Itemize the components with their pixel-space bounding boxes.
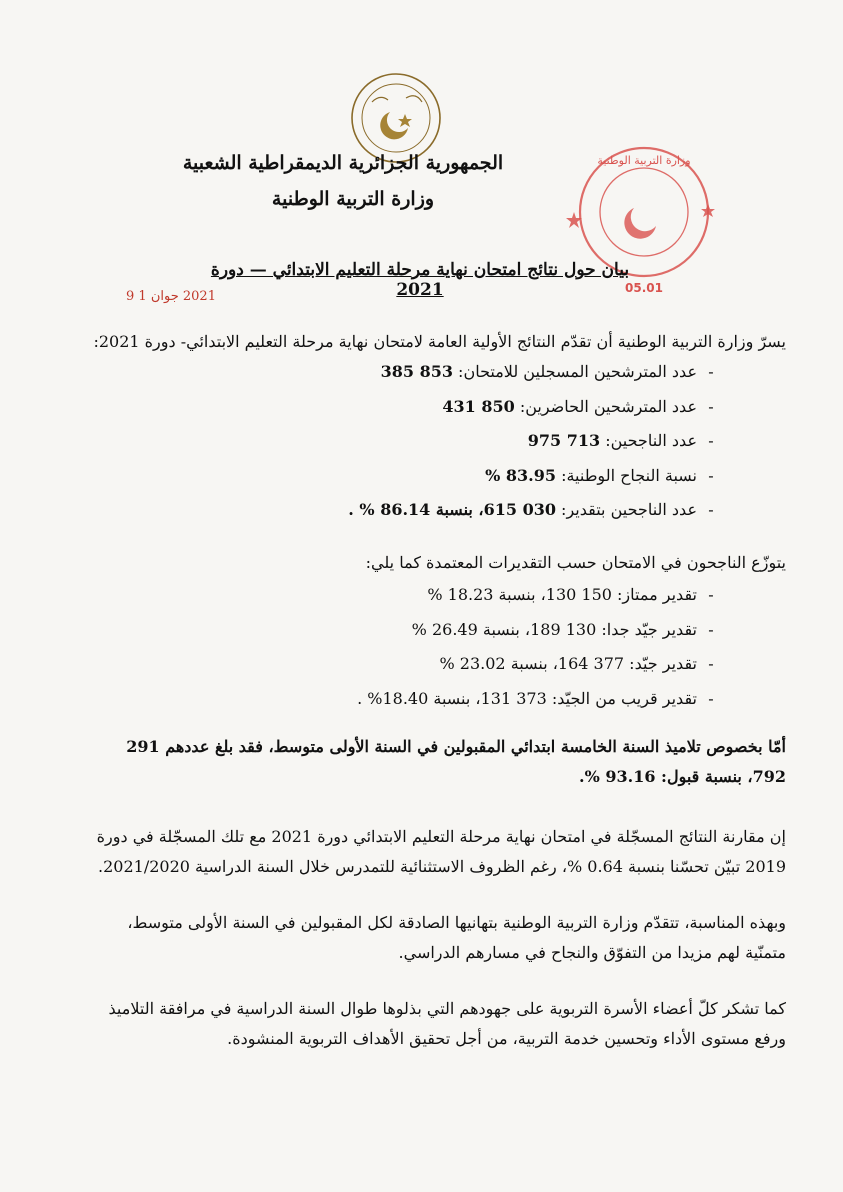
- list-item: -تقدير ممتاز: 150 130، بنسبة 18.23 %: [427, 585, 714, 604]
- stamp-number: 05.01: [625, 281, 663, 295]
- national-emblem-seal: [350, 72, 442, 164]
- list-item: -عدد الناجحين: 713 975: [527, 431, 714, 450]
- document-title: بيان حول نتائج امتحان نهاية مرحلة التعليم الابتدائي — دورة 2021: [210, 260, 630, 300]
- grades-list: [100, 578, 725, 716]
- stamp-top-text: وزارة التربية الوطنية: [597, 154, 691, 167]
- intro-paragraph: يسرّ وزارة التربية الوطنية أن تقدّم النتائج الأولية العامة لامتحان نهاية مرحلة التعليم الابتدائي- دورة 2021:: [93, 332, 786, 351]
- ministry-heading: وزارة التربية الوطنية: [271, 188, 435, 210]
- list-item: -تقدير جيّد جدا: 130 189، بنسبة 26.49 %: [411, 619, 714, 639]
- republic-heading: الجمهورية الجزائرية الديمقراطية الشعبية: [182, 152, 504, 174]
- stats-list: [100, 355, 725, 528]
- list-item: -عدد المترشحين الحاضرين: 850 431: [442, 396, 714, 416]
- list-item: -عدد المترشحين المسجلين للامتحان: 853 385: [380, 362, 714, 381]
- list-item: -تقدير جيّد: 377 164، بنسبة 23.02 %: [439, 654, 714, 673]
- comparison-paragraph: إن مقارنة النتائج المسجّلة في امتحان نهاية مرحلة التعليم الابتدائي دورة 2021 مع تلك المسجّلة في دورة 2019 تبيّن تحسّنا بنسبة 0.64 %، رغم الظروف الاستثنائية للتمدرس خلال السنة الدراسية 2021/2020.: [96, 827, 786, 877]
- list-item: -نسبة النجاح الوطنية: 83.95 %: [485, 465, 714, 485]
- admission-paragraph: أمّا بخصوص تلاميذ السنة الخامسة ابتدائي المقبولين في السنة الأولى متوسط، فقد بلغ عددهم 291 792، بنسبة قبول: 93.16 %.: [126, 737, 786, 787]
- thanks-paragraph: كما تشكر كلّ أعضاء الأسرة التربوية على جهودهم التي بذلوها طوال السنة الدراسية في مرافقة التلاميذ ورفع مستوى الأداء وتحسين خدمة التربية، من أجل تحقيق الأهداف التربوية المنشودة.: [108, 999, 786, 1049]
- congratulations-paragraph: وبهذه المناسبة، تتقدّم وزارة التربية الوطنية بتهانيها الصادقة لكل المقبولين في السنة الأولى متوسط، متمنّية لهم مزيدا من التفوّق والنجاح في مسارهم الدراسي.: [127, 913, 786, 963]
- date-stamp: 2021 جوان 1 9: [126, 289, 216, 304]
- list-item: -عدد الناجحين بتقدير: 030 615، بنسبة 86.14 % .: [348, 500, 714, 519]
- distribution-intro: يتوزّع الناجحون في الامتحان حسب التقديرات المعتمدة كما يلي:: [365, 553, 786, 572]
- list-item: -تقدير قريب من الجيّد: 373 131، بنسبة 18.40% .: [357, 688, 714, 708]
